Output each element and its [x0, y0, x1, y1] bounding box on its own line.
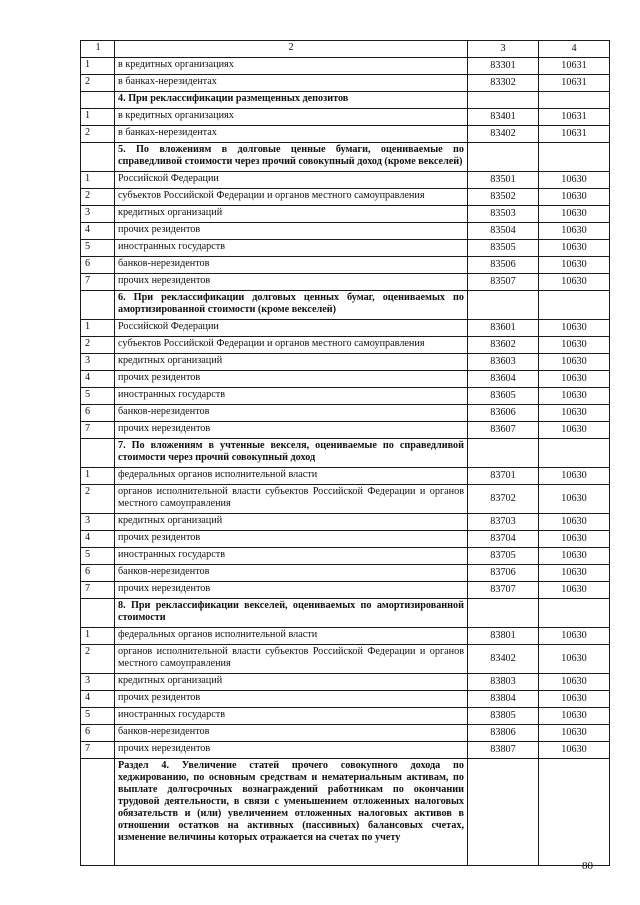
row-account-cell: 10630 — [539, 628, 610, 645]
header-cell-2: 2 — [115, 41, 468, 58]
row-account-cell — [539, 291, 610, 320]
section-heading-row — [81, 143, 610, 172]
row-description-cell: в кредитных организациях — [115, 58, 468, 75]
row-account-cell: 10630 — [539, 320, 610, 337]
table-row — [81, 240, 610, 257]
row-code-cell: 83703 — [468, 514, 539, 531]
row-code-cell: 83707 — [468, 582, 539, 599]
row-description-cell: банков-нерезидентов — [115, 257, 468, 274]
row-code-cell: 83602 — [468, 337, 539, 354]
row-account-cell — [539, 759, 610, 866]
row-description-cell: субъектов Российской Федерации и органов местного самоуправления — [115, 189, 468, 206]
row-number-cell: 4 — [81, 691, 115, 708]
row-account-cell: 10631 — [539, 58, 610, 75]
table-row — [81, 742, 610, 759]
row-description-cell: кредитных организаций — [115, 354, 468, 371]
row-account-cell — [539, 143, 610, 172]
row-description-cell: 4. При реклассификации размещенных депозитов — [115, 92, 468, 109]
row-account-cell: 10630 — [539, 645, 610, 674]
header-cell-1: 1 — [81, 41, 115, 58]
row-description-cell: иностранных государств — [115, 548, 468, 565]
row-code-cell: 83605 — [468, 388, 539, 405]
row-number-cell: 4 — [81, 531, 115, 548]
row-account-cell: 10630 — [539, 337, 610, 354]
table-row — [81, 514, 610, 531]
table-row — [81, 548, 610, 565]
row-description-cell: 8. При реклассификации векселей, оцениваемых по амортизированной стоимости — [115, 599, 468, 628]
row-account-cell: 10630 — [539, 172, 610, 189]
row-number-cell: 3 — [81, 206, 115, 223]
table-row — [81, 485, 610, 514]
row-code-cell: 83505 — [468, 240, 539, 257]
row-number-cell: 7 — [81, 582, 115, 599]
table-row — [81, 58, 610, 75]
row-account-cell: 10630 — [539, 422, 610, 439]
row-account-cell: 10630 — [539, 240, 610, 257]
row-code-cell: 83705 — [468, 548, 539, 565]
row-description-cell: 6. При реклассификации долговых ценных бумаг, оцениваемых по амортизированной стоимости (кроме векселей) — [115, 291, 468, 320]
row-account-cell: 10630 — [539, 742, 610, 759]
row-code-cell — [468, 291, 539, 320]
row-account-cell: 10630 — [539, 582, 610, 599]
row-code-cell: 83301 — [468, 58, 539, 75]
row-account-cell — [539, 439, 610, 468]
row-account-cell: 10630 — [539, 274, 610, 291]
row-code-cell: 83607 — [468, 422, 539, 439]
row-code-cell: 83807 — [468, 742, 539, 759]
header-cell-3: 3 — [468, 41, 539, 58]
row-number-cell — [81, 143, 115, 172]
row-number-cell: 3 — [81, 354, 115, 371]
row-number-cell — [81, 92, 115, 109]
table-row — [81, 320, 610, 337]
document-table — [80, 40, 610, 866]
row-description-cell: федеральных органов исполнительной власти — [115, 628, 468, 645]
row-code-cell: 83603 — [468, 354, 539, 371]
row-number-cell: 7 — [81, 274, 115, 291]
row-description-cell: Раздел 4. Увеличение статей прочего совокупного дохода по хеджированию, по основным средствам и нематериальным активам, по выплате долгосрочных вознаграждений работникам по окончании трудовой деятельности, в связи с уменьшением отложенных налоговых обязательств и (или) увеличением отложенных налоговых активов в отношении остатков на активных (пассивных) балансовых счетах, изменение величины которых отражается на счетах по учету — [115, 759, 468, 866]
row-code-cell — [468, 439, 539, 468]
table-row — [81, 468, 610, 485]
row-description-cell: в банках-нерезидентах — [115, 75, 468, 92]
table-row — [81, 206, 610, 223]
row-number-cell: 1 — [81, 109, 115, 126]
row-description-cell: иностранных государств — [115, 388, 468, 405]
row-number-cell: 1 — [81, 172, 115, 189]
section-heading-row — [81, 439, 610, 468]
table-header-row — [81, 41, 610, 58]
table-row — [81, 565, 610, 582]
row-description-cell: кредитных организаций — [115, 514, 468, 531]
row-code-cell: 83801 — [468, 628, 539, 645]
row-account-cell: 10630 — [539, 405, 610, 422]
row-code-cell: 83302 — [468, 75, 539, 92]
row-description-cell: прочих резидентов — [115, 371, 468, 388]
row-number-cell — [81, 439, 115, 468]
row-number-cell: 6 — [81, 725, 115, 742]
row-number-cell — [81, 599, 115, 628]
row-number-cell: 6 — [81, 405, 115, 422]
row-number-cell: 7 — [81, 422, 115, 439]
row-description-cell: прочих резидентов — [115, 531, 468, 548]
row-account-cell: 10630 — [539, 206, 610, 223]
table-row — [81, 337, 610, 354]
row-code-cell: 83402 — [468, 645, 539, 674]
row-number-cell: 1 — [81, 468, 115, 485]
row-number-cell: 6 — [81, 565, 115, 582]
row-number-cell: 2 — [81, 189, 115, 206]
row-number-cell: 2 — [81, 645, 115, 674]
row-account-cell: 10630 — [539, 388, 610, 405]
table-row — [81, 126, 610, 143]
row-account-cell: 10630 — [539, 725, 610, 742]
row-number-cell: 1 — [81, 320, 115, 337]
row-description-cell: банков-нерезидентов — [115, 725, 468, 742]
row-number-cell — [81, 291, 115, 320]
section-heading-row — [81, 759, 610, 866]
row-code-cell: 83401 — [468, 109, 539, 126]
section-heading-row — [81, 599, 610, 628]
row-number-cell: 5 — [81, 548, 115, 565]
row-code-cell — [468, 599, 539, 628]
row-description-cell: 7. По вложениям в учтенные векселя, оцениваемые по справедливой стоимости через прочий совокупный доход — [115, 439, 468, 468]
row-description-cell: прочих нерезидентов — [115, 582, 468, 599]
row-account-cell: 10630 — [539, 691, 610, 708]
row-code-cell: 83606 — [468, 405, 539, 422]
row-account-cell: 10630 — [539, 531, 610, 548]
row-number-cell: 5 — [81, 708, 115, 725]
row-description-cell: кредитных организаций — [115, 674, 468, 691]
page-number: 80 — [582, 860, 593, 872]
table-row — [81, 274, 610, 291]
row-number-cell: 6 — [81, 257, 115, 274]
row-account-cell: 10630 — [539, 485, 610, 514]
row-code-cell: 83507 — [468, 274, 539, 291]
row-description-cell: федеральных органов исполнительной власти — [115, 468, 468, 485]
row-code-cell: 83804 — [468, 691, 539, 708]
row-account-cell — [539, 599, 610, 628]
row-number-cell — [81, 759, 115, 866]
table-body — [81, 41, 610, 866]
row-account-cell: 10630 — [539, 708, 610, 725]
row-code-cell: 83704 — [468, 531, 539, 548]
table-row — [81, 354, 610, 371]
table-row — [81, 189, 610, 206]
row-code-cell: 83601 — [468, 320, 539, 337]
row-code-cell: 83402 — [468, 126, 539, 143]
row-code-cell: 83504 — [468, 223, 539, 240]
row-description-cell: прочих нерезидентов — [115, 274, 468, 291]
row-account-cell: 10630 — [539, 257, 610, 274]
row-account-cell: 10630 — [539, 548, 610, 565]
row-description-cell: прочих резидентов — [115, 691, 468, 708]
table-row — [81, 257, 610, 274]
row-number-cell: 4 — [81, 371, 115, 388]
row-account-cell: 10630 — [539, 354, 610, 371]
table-row — [81, 75, 610, 92]
row-account-cell: 10630 — [539, 189, 610, 206]
table-row — [81, 628, 610, 645]
row-description-cell: в кредитных организациях — [115, 109, 468, 126]
row-number-cell: 2 — [81, 337, 115, 354]
table-row — [81, 674, 610, 691]
row-account-cell: 10630 — [539, 565, 610, 582]
row-code-cell: 83506 — [468, 257, 539, 274]
row-account-cell: 10630 — [539, 674, 610, 691]
row-number-cell: 5 — [81, 388, 115, 405]
row-number-cell: 3 — [81, 674, 115, 691]
row-description-cell: 5. По вложениям в долговые ценные бумаги, оцениваемые по справедливой стоимости через прочий совокупный доход (кроме векселей) — [115, 143, 468, 172]
row-account-cell: 10630 — [539, 223, 610, 240]
table-row — [81, 422, 610, 439]
row-description-cell: органов исполнительной власти субъектов Российской Федерации и органов местного самоуправления — [115, 485, 468, 514]
row-account-cell: 10630 — [539, 468, 610, 485]
row-code-cell — [468, 92, 539, 109]
row-number-cell: 5 — [81, 240, 115, 257]
table-row — [81, 725, 610, 742]
row-description-cell: Российской Федерации — [115, 320, 468, 337]
table-row — [81, 388, 610, 405]
section-heading-row — [81, 92, 610, 109]
row-code-cell — [468, 143, 539, 172]
table-row — [81, 645, 610, 674]
row-code-cell: 83501 — [468, 172, 539, 189]
row-account-cell — [539, 92, 610, 109]
table-row — [81, 691, 610, 708]
row-description-cell: иностранных государств — [115, 240, 468, 257]
row-description-cell: банков-нерезидентов — [115, 405, 468, 422]
row-code-cell: 83503 — [468, 206, 539, 223]
row-description-cell: прочих нерезидентов — [115, 422, 468, 439]
row-code-cell: 83805 — [468, 708, 539, 725]
row-account-cell: 10630 — [539, 371, 610, 388]
table-row — [81, 531, 610, 548]
row-number-cell: 3 — [81, 514, 115, 531]
row-code-cell — [468, 759, 539, 866]
table-row — [81, 172, 610, 189]
row-description-cell: иностранных государств — [115, 708, 468, 725]
row-number-cell: 2 — [81, 75, 115, 92]
table-row — [81, 109, 610, 126]
row-code-cell: 83604 — [468, 371, 539, 388]
row-code-cell: 83502 — [468, 189, 539, 206]
row-code-cell: 83706 — [468, 565, 539, 582]
row-code-cell: 83702 — [468, 485, 539, 514]
row-number-cell: 4 — [81, 223, 115, 240]
row-number-cell: 2 — [81, 485, 115, 514]
row-number-cell: 1 — [81, 628, 115, 645]
table-row — [81, 371, 610, 388]
table-row — [81, 223, 610, 240]
row-description-cell: кредитных организаций — [115, 206, 468, 223]
row-description-cell: органов исполнительной власти субъектов Российской Федерации и органов местного самоуправления — [115, 645, 468, 674]
table-row — [81, 582, 610, 599]
table-row — [81, 405, 610, 422]
section-heading-row — [81, 291, 610, 320]
row-account-cell: 10631 — [539, 109, 610, 126]
row-code-cell: 83701 — [468, 468, 539, 485]
row-number-cell: 7 — [81, 742, 115, 759]
row-number-cell: 2 — [81, 126, 115, 143]
row-description-cell: субъектов Российской Федерации и органов местного самоуправления — [115, 337, 468, 354]
row-description-cell: в банках-нерезидентах — [115, 126, 468, 143]
row-code-cell: 83803 — [468, 674, 539, 691]
row-description-cell: банков-нерезидентов — [115, 565, 468, 582]
row-code-cell: 83806 — [468, 725, 539, 742]
table-row — [81, 708, 610, 725]
row-account-cell: 10630 — [539, 514, 610, 531]
row-description-cell: прочих резидентов — [115, 223, 468, 240]
row-number-cell: 1 — [81, 58, 115, 75]
row-account-cell: 10631 — [539, 75, 610, 92]
row-description-cell: прочих нерезидентов — [115, 742, 468, 759]
row-account-cell: 10631 — [539, 126, 610, 143]
header-cell-4: 4 — [539, 41, 610, 58]
row-description-cell: Российской Федерации — [115, 172, 468, 189]
